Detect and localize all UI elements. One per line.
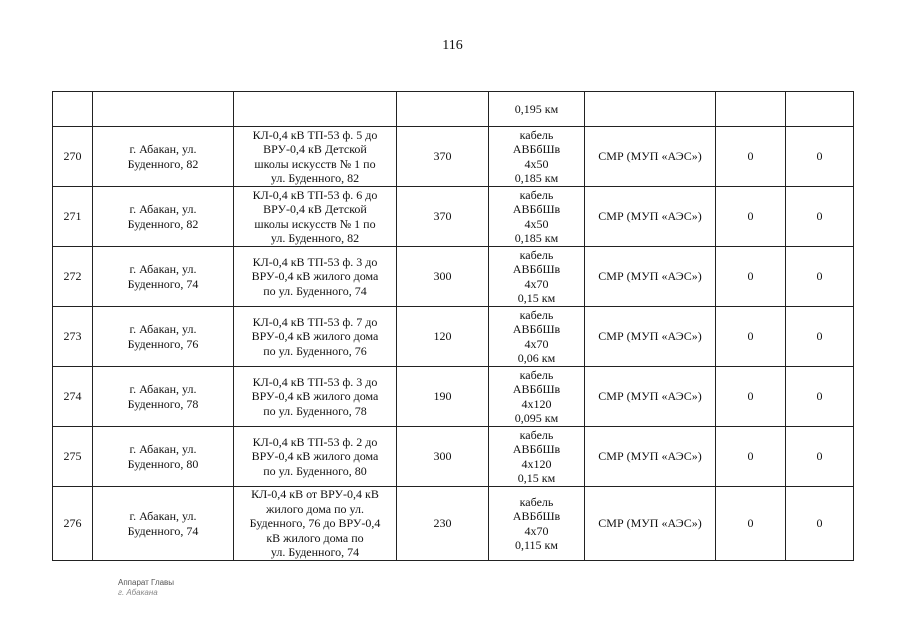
cell-length: 300 [397,247,489,307]
cell-cable [489,367,585,427]
cell-work [585,92,716,127]
cell-cable-line: АВБбШв [512,142,561,156]
table-row-partial [53,92,854,127]
cell-num: 274 [53,367,93,427]
cell-object-line: по ул. Буденного, 76 [263,343,367,358]
cell-object-line: КЛ-0,4 кВ ТП-53 ф. 5 до [252,127,378,142]
cell-address [93,92,234,127]
cell-num: 276 [53,487,93,561]
cell-value-1: 0 [716,127,786,187]
cell-work: СМР (МУП «АЭС») [585,427,716,487]
cell-address-line: Буденного, 76 [127,336,199,351]
cell-object-line: по ул. Буденного, 78 [263,403,367,418]
cell-object-line: Буденного, 76 до ВРУ-0,4 [249,516,381,531]
cell-value-1: 0 [716,427,786,487]
cell-address-line: Буденного, 80 [127,456,199,471]
cell-value-2: 0 [786,247,854,307]
cell-object-line: КЛ-0,4 кВ ТП-53 ф. 6 до [252,187,378,202]
cell-cable-line: 4х70 [524,336,549,351]
cell-work: СМР (МУП «АЭС») [585,307,716,367]
page-number: 116 [442,38,463,53]
cell-object-line: ул. Буденного, 82 [270,231,360,245]
cell-value-1: 0 [716,247,786,307]
cell-value-2: 0 [786,427,854,487]
cell-work: СМР (МУП «АЭС») [585,187,716,247]
cell-cable-line: 0,06 км [517,351,556,365]
cell-address-line: Буденного, 78 [127,396,199,411]
cell-object-line: школы искусств № 1 по [254,156,376,171]
cell-object [234,427,397,487]
cell-value-2: 0 [786,187,854,247]
cell-object [234,247,397,307]
cell-address-line: г. Абакан, ул. [129,509,197,523]
table-row [53,187,854,247]
table-row [53,427,854,487]
cell-work: СМР (МУП «АЭС») [585,487,716,561]
cell-length: 190 [397,367,489,427]
cell-cable-line: 0,115 км [515,538,558,552]
cell-num: 272 [53,247,93,307]
cell-address [93,427,234,487]
cell-address-line: Буденного, 82 [127,216,199,231]
cell-object-line: ВРУ-0,4 кВ Детской [263,202,367,216]
cell-address [93,247,234,307]
cell-cable-line: 0,185 км [514,171,559,185]
cell-length [397,92,489,127]
cell-address-line: г. Абакан, ул. [129,202,197,216]
table-row [53,307,854,367]
cell-work: СМР (МУП «АЭС») [585,247,716,307]
cell-cable-line: кабель [519,247,554,262]
cell-value-1: 0 [716,307,786,367]
cell-cable-line: 4х120 [521,396,552,411]
cell-value-1 [716,92,786,127]
cell-value-2: 0 [786,487,854,561]
cell-object-line: ВРУ-0,4 кВ жилого дома [251,269,379,284]
cell-object-line: КЛ-0,4 кВ ТП-53 ф. 3 до [252,374,378,389]
cell-cable-line: кабель [519,307,554,322]
cell-length: 120 [397,307,489,367]
cell-address [93,127,234,187]
cell-address [93,307,234,367]
cell-cable [489,307,585,367]
cell-address [93,187,234,247]
cell-object-line: КЛ-0,4 кВ от ВРУ-0,4 кВ [251,487,379,502]
cell-cable-line: кабель [519,187,554,202]
cell-object [234,187,397,247]
cell-value-2: 0 [786,127,854,187]
cell-cable [489,427,585,487]
cell-address-line: г. Абакан, ул. [129,382,197,396]
cell-object [234,127,397,187]
cell-cable-line: АВБбШв [512,382,561,396]
cell-object-line: по ул. Буденного, 80 [263,463,367,478]
cell-object-line: школы искусств № 1 по [254,216,376,231]
cell-address-line: Буденного, 74 [127,523,199,538]
cell-address-line: Буденного, 82 [127,156,199,171]
cell-cable-line: кабель [519,494,554,509]
table-row [53,127,854,187]
cell-num: 270 [53,127,93,187]
cell-length: 230 [397,487,489,561]
cell-address-line: г. Абакан, ул. [129,262,197,276]
cell-object-line: кВ жилого дома по [266,530,364,545]
cell-object [234,367,397,427]
cell-address-line: г. Абакан, ул. [129,142,197,156]
cell-address-line: г. Абакан, ул. [129,442,197,456]
cell-work: СМР (МУП «АЭС») [585,367,716,427]
cell-cable-line: АВБбШв [512,202,561,216]
cell-object [234,92,397,127]
registry-table [52,91,854,561]
cell-object-line: по ул. Буденного, 74 [263,283,367,298]
cell-cable-line: 0,15 км [517,471,556,485]
cell-cable-line: АВБбШв [512,442,561,456]
cell-object [234,487,397,561]
cell-length: 370 [397,187,489,247]
cell-cable: 0,195 км [489,92,585,127]
cell-value-2 [786,92,854,127]
cell-cable-line: кабель [519,127,554,142]
table-row [53,247,854,307]
cell-cable [489,247,585,307]
cell-object-line: КЛ-0,4 кВ ТП-53 ф. 7 до [252,314,378,329]
cell-object-line: ВРУ-0,4 кВ жилого дома [251,389,379,404]
cell-address-line: Буденного, 74 [127,276,199,291]
cell-object-line: ул. Буденного, 74 [270,545,360,560]
cell-cable [489,127,585,187]
cell-value-1: 0 [716,487,786,561]
cell-cable-line: 4х50 [524,216,549,231]
cell-cable-line: АВБбШв [512,262,561,276]
cell-object-line: ВРУ-0,4 кВ жилого дома [251,329,379,344]
cell-num: 273 [53,307,93,367]
cell-address [93,487,234,561]
cell-cable-line: кабель [519,367,554,382]
cell-object-line: ул. Буденного, 82 [270,171,360,185]
cell-length: 300 [397,427,489,487]
cell-cable-line: 4х50 [524,156,549,171]
cell-num [53,92,93,127]
cell-value-2: 0 [786,367,854,427]
cell-object-line: ВРУ-0,4 кВ жилого дома [251,449,379,464]
cell-object-line: КЛ-0,4 кВ ТП-53 ф. 3 до [252,254,378,269]
cell-value-2: 0 [786,307,854,367]
cell-cable-line: 0,185 км [514,231,559,245]
table-row [53,487,854,561]
cell-cable-line: кабель [519,427,554,442]
cell-value-1: 0 [716,367,786,427]
cell-object-line: жилого дома по ул. [266,501,364,516]
cell-object-line: КЛ-0,4 кВ ТП-53 ф. 2 до [252,434,378,449]
cell-num: 271 [53,187,93,247]
cell-cable [489,187,585,247]
stamp-line-1: Аппарат Главы [118,578,175,587]
cell-object-line: ВРУ-0,4 кВ Детской [263,142,367,156]
cell-cable-line: 0,095 км [514,411,559,425]
table-row [53,367,854,427]
stamp-line-2: г. Абакана [118,588,158,597]
cell-cable-line: АВБбШв [512,322,561,336]
cell-address [93,367,234,427]
cell-cable-line: 4х70 [524,523,549,538]
cell-num: 275 [53,427,93,487]
cell-cable-line: 0,15 км [517,291,556,305]
footer-stamp [118,578,174,598]
cell-cable [489,487,585,561]
cell-cable-line: 4х70 [524,276,549,291]
cell-cable-line: 4х120 [521,456,552,471]
cell-address-line: г. Абакан, ул. [129,322,197,336]
cell-cable-line: АВБбШв [512,509,561,523]
cell-length: 370 [397,127,489,187]
cell-work: СМР (МУП «АЭС») [585,127,716,187]
cell-value-1: 0 [716,187,786,247]
cell-object [234,307,397,367]
